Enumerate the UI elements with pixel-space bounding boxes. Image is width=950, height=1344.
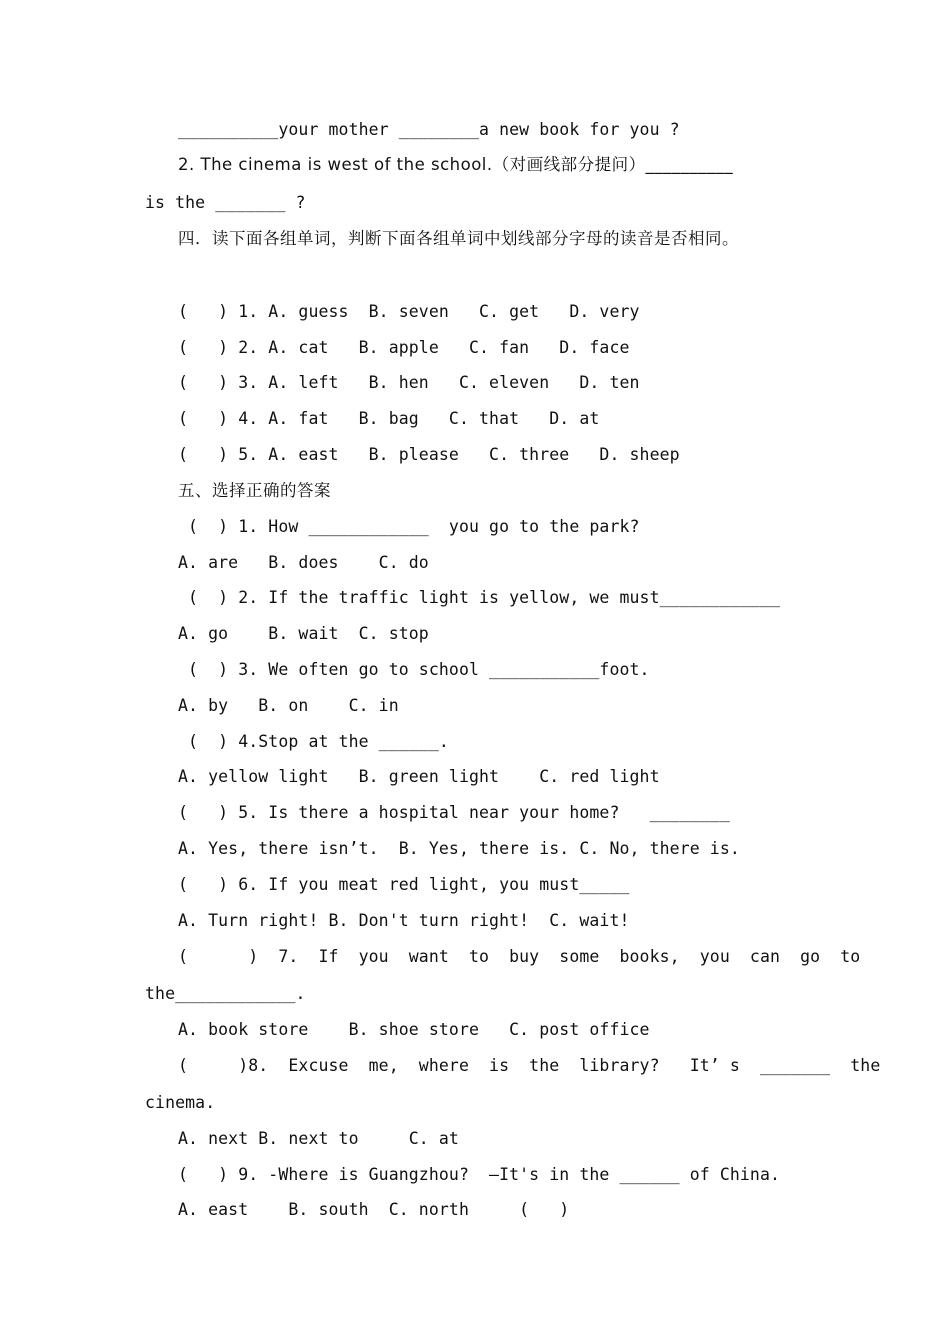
phonics-item-4: ( ) 4. A. fat B. bag C. that D. at — [178, 409, 600, 428]
choice-question-5: ( ) 5. Is there a hospital near your home? ________ — [178, 803, 730, 822]
phonics-item-3: ( ) 3. A. left B. hen C. eleven D. ten — [178, 373, 640, 392]
choice-options-2: A. go B. wait C. stop — [178, 624, 429, 643]
choice-question-6: ( ) 6. If you meat red light, you must_____ — [178, 875, 630, 894]
choice-question-9: ( ) 9. -Where is Guangzhou? —It's in the ______ of China. — [178, 1165, 781, 1184]
choice-options-1: A. are B. does C. do — [178, 553, 429, 572]
phonics-item-2: ( ) 2. A. cat B. apple C. fan D. face — [178, 338, 630, 357]
choice-question-7-continuation: the____________. — [145, 984, 306, 1003]
question-2-continuation: is the _______ ? — [145, 193, 306, 212]
choice-question-3: ( ) 3. We often go to school ___________foot. — [178, 660, 650, 679]
section-4-heading: 四．读下面各组单词，判断下面各组单词中划线部分字母的读音是否相同。 — [178, 229, 739, 248]
choice-options-8: A. next B. next to C. at — [178, 1129, 459, 1148]
section-5-heading: 五、选择正确的答案 — [178, 481, 331, 500]
choice-question-4: ( ) 4.Stop at the ______. — [178, 732, 449, 751]
question-2-cinema-west: 2. The cinema is west of the school.（对画线部分提问）__________ — [178, 155, 734, 174]
phonics-item-1: ( ) 1. A. guess B. seven C. get D. very — [178, 302, 640, 321]
choice-options-6: A. Turn right! B. Don't turn right! C. wait! — [178, 911, 630, 930]
choice-options-9: A. east B. south C. north ( ) — [178, 1200, 570, 1219]
phonics-item-5: ( ) 5. A. east B. please C. three D. sheep — [178, 445, 680, 464]
choice-question-2: ( ) 2. If the traffic light is yellow, we must____________ — [178, 588, 781, 607]
choice-options-4: A. yellow light B. green light C. red light — [178, 767, 660, 786]
choice-question-8: ( )8. Excuse me, where is the library? It’ s _______ the — [178, 1056, 881, 1075]
choice-options-5: A. Yes, there isn’t. B. Yes, there is. C. No, there is. — [178, 839, 740, 858]
choice-question-7: ( ) 7. If you want to buy some books, you can go to — [178, 947, 861, 966]
choice-options-7: A. book store B. shoe store C. post office — [178, 1020, 650, 1039]
choice-question-1: ( ) 1. How ____________ you go to the park? — [178, 517, 640, 536]
choice-question-8-continuation: cinema. — [145, 1093, 216, 1112]
question-line-blank-mother: __________your mother ________a new book for you ? — [178, 120, 680, 139]
choice-options-3: A. by B. on C. in — [178, 696, 399, 715]
